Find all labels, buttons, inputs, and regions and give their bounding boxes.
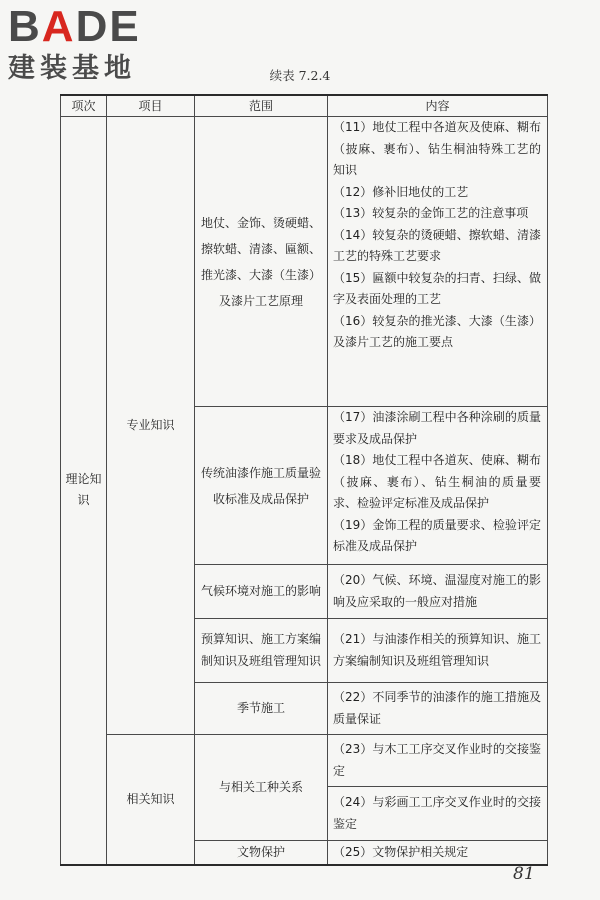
range-cell: 季节施工 [195, 683, 328, 735]
content-cell [328, 117, 548, 407]
table-row [61, 735, 548, 787]
page-number: 81 [513, 864, 535, 884]
content-item: （23）与木工工序交叉作业时的交接鉴定 [333, 742, 541, 778]
content-item: （15）匾额中较复杂的扫青、扫绿、做字及表面处理的工艺 [333, 270, 541, 306]
knowledge-table [60, 94, 548, 866]
content-item: （12）修补旧地仗的工艺 [333, 184, 469, 199]
content-item: （11）地仗工程中各道灰及使麻、糊布（披麻、裹布）、钻生桐油特殊工艺的知识 [333, 120, 541, 177]
header-item-no: 项次 [61, 95, 107, 117]
content-cell [328, 787, 548, 841]
content-item: （16）较复杂的推光漆、大漆（生漆）及漆片工艺的施工要点 [333, 313, 541, 349]
group-name-professional: 专业知识 [107, 117, 195, 735]
logo-wordmark: BADE [8, 2, 141, 51]
content-cell [328, 565, 548, 619]
content-item: （21）与油漆作相关的预算知识、施工方案编制知识及班组管理知识 [333, 632, 541, 668]
content-item: （17）油漆涂刷工程中各种涂刷的质量要求及成品保护 [333, 410, 541, 446]
range-cell: 预算知识、施工方案编制知识及班组管理知识 [195, 619, 328, 683]
range-cell: 传统油漆作施工质量验收标准及成品保护 [195, 407, 328, 565]
header-content: 内容 [328, 95, 548, 117]
content-cell [328, 841, 548, 865]
content-cell [328, 735, 548, 787]
content-cell [328, 619, 548, 683]
group-name-related: 相关知识 [107, 735, 195, 865]
range-cell: 地仗、金饰、烫硬蜡、擦软蜡、清漆、匾额、推光漆、大漆（生漆）及漆片工艺原理 [195, 117, 328, 407]
content-item: （20）气候、环境、温湿度对施工的影响及应采取的一般应对措施 [333, 573, 541, 609]
content-item: （13）较复杂的金饰工艺的注意事项 [333, 206, 529, 220]
content-item: （19）金饰工程的质量要求、检验评定标准及成品保护 [333, 517, 541, 553]
content-cell [328, 683, 548, 735]
content-item: （22）不同季节的油漆作的施工措施及质量保证 [333, 690, 541, 726]
content-item: （24）与彩画工工序交叉作业时的交接鉴定 [333, 795, 541, 831]
table-caption: 续表 7.2.4 [269, 68, 331, 83]
header-range: 范围 [195, 95, 328, 117]
range-cell: 文物保护 [195, 841, 328, 865]
range-cell: 与相关工种关系 [195, 735, 328, 841]
category-cell: 理论知识 [61, 117, 107, 865]
logo-subtitle: 建装基地 [8, 53, 136, 84]
content-item: （25）文物保护相关规定 [333, 844, 469, 859]
content-cell [328, 407, 548, 565]
table-header-row [61, 95, 548, 117]
range-cell: 气候环境对施工的影响 [195, 565, 328, 619]
content-item: （18）地仗工程中各道灰、使麻、糊布（披麻、裹布）、钻生桐油的质量要求、检验评定标准及成品保护 [333, 453, 541, 510]
table-row [61, 117, 548, 407]
content-item: （14）较复杂的烫硬蜡、擦软蜡、清漆工艺的特殊工艺要求 [333, 227, 541, 263]
header-item: 项目 [107, 95, 195, 117]
